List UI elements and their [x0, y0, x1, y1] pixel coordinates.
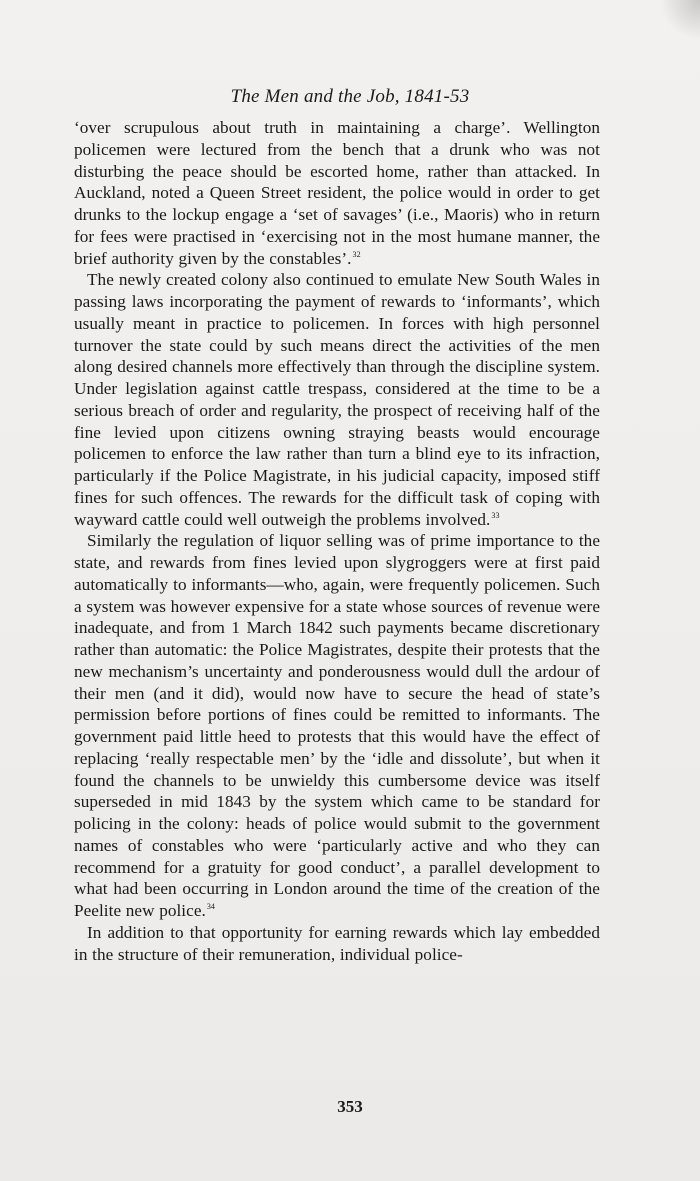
paragraph-text: Similarly the regulation of liquor selling was of prime importance to the state, and rewards from fines levied upon slygroggers were at first paid automatically to informants—who, again, were frequently policemen. Such a system was however expensive for a state whose sources of revenue were inadequate, and from 1 March 1842 such payments became discretionary rather than automatic: the Police Magistrates, despite their protests that the new mechanism’s uncertainty and ponderousness would dull the ardour of their men (and it did), would now have to secure the head of state’s permission before portions of fines could be remitted to informants. The government paid little heed to protests that this would have the effect of replacing ‘really respectable men’ by the ‘idle and dissolute’, but when it found the channels to be unwieldy this cumbersome device was itself superseded in mid 1843 by the system which came to be standard for policing in the colony: heads of police would submit to the government names of constables who were ‘particularly active and who they can recommend for a gratuity for good conduct’, a parallel development to what had been occurring in London around the time of the creation of the Peelite new police. [74, 531, 600, 920]
paragraph [74, 117, 600, 269]
running-head: The Men and the Job, 1841-53 [230, 86, 470, 107]
paragraph-text: The newly created colony also continued to emulate New South Wales in passing laws incorporating the payment of rewards to ‘informants’, which usually meant in practice to policemen. In forces with high personnel turnover the state could by such means direct the activities of the men along desired channels more effectively than through the discipline system. Under legislation against cattle trespass, considered at the time to be a serious breach of order and regularity, the prospect of receiving half of the fine levied upon citizens owning straying beasts would encourage policemen to enforce the law rather than turn a blind eye to its infraction, particularly if the Police Magistrate, in his judicial capacity, imposed stiff fines for such offences. The rewards for the difficult task of coping with wayward cattle could well outweigh the problems involved. [74, 270, 600, 529]
paragraph [74, 269, 600, 530]
paragraph [74, 922, 600, 966]
footnote-marker: 33 [491, 510, 500, 520]
paragraph [74, 530, 600, 922]
paragraph-text: In addition to that opportunity for earning rewards which lay embedded in the structure of their remuneration, individual police- [74, 922, 600, 964]
page-number: 353 [337, 1097, 363, 1116]
body-text [74, 117, 600, 965]
footnote-marker: 34 [206, 902, 215, 912]
footnote-marker: 32 [352, 249, 361, 259]
paragraph-text: ‘over scrupulous about truth in maintaining a charge’. Wellington policemen were lectured from the bench that a drunk who was not disturbing the peace should be escorted home, rather than attacked. In Auckland, noted a Queen Street resident, the police would in order to get drunks to the lockup engage a ‘set of savages’ (i.e., Maoris) who in return for fees were practised in ‘exercising not in the most humane manner, the brief authority given by the constables’. [74, 118, 600, 268]
page-corner-shadow [660, 0, 700, 40]
